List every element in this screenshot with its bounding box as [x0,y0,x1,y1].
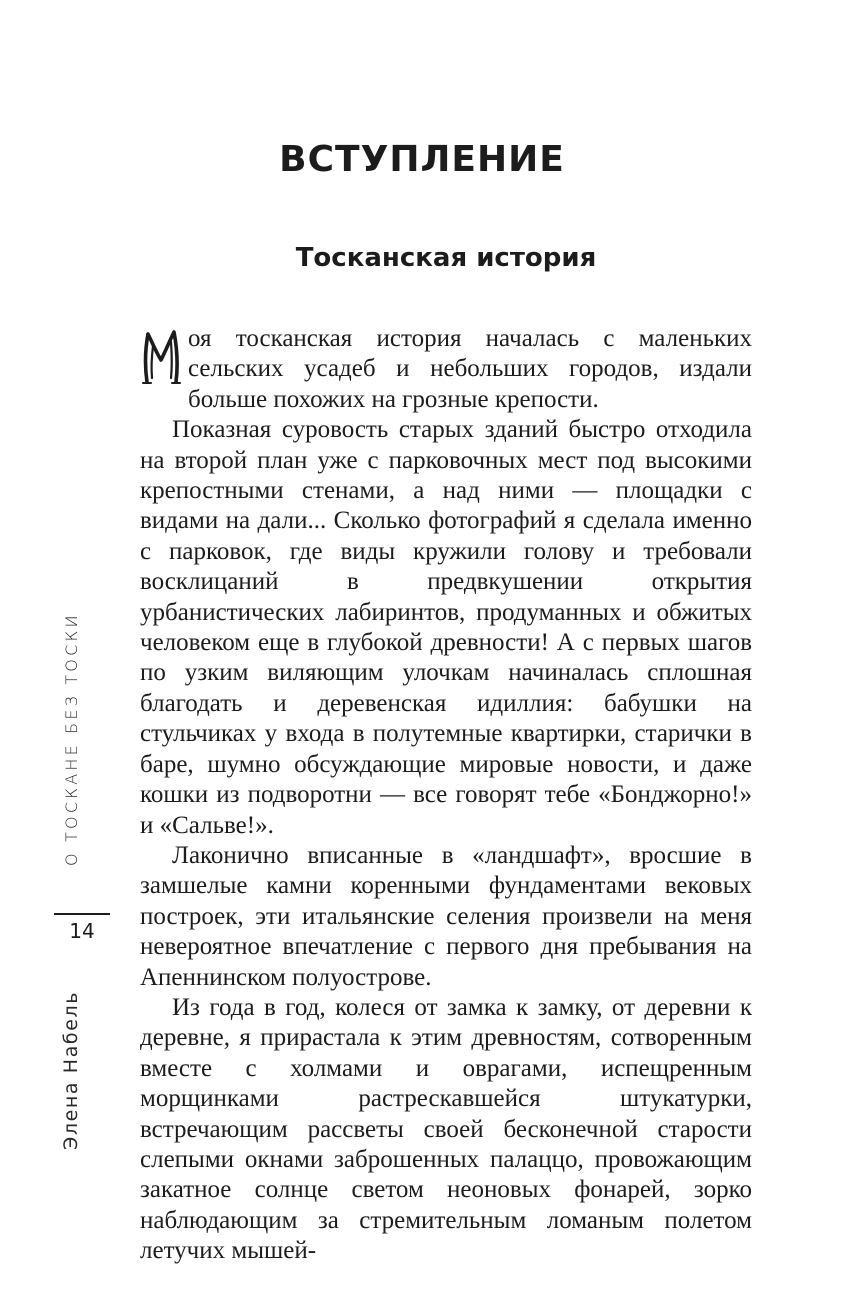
author-name: Элена Набель [60,990,82,1150]
dropcap-letter-m [140,328,182,386]
page-number-rule [54,913,110,915]
paragraph-4: Из года в год, колеся от замка к замку, от деревни к деревне, я прирастала к этим древностям, сотворенным вместе с холмами и оврагами, испещренным морщинками растрескавшейся штукатурки, встречающим рассветы своей бесконечной старости слепыми окнами заброшенных палаццо, провожающим закатное солнце светом неоновых фонарей, зорко наблюдающим за стремительным ломаным полетом летучих мышей- [140,993,752,1265]
section-title: Тосканская история [295,243,597,273]
body-text [140,324,752,1267]
paragraph-2: Показная суровость старых зданий быстро отходила на второй план уже с парковочных мест под высокими крепостными стенами, а над ними — площадки с видами на дали... Сколько фотографий я сделала именно с парковок, где виды кружили голову и требовали восклицаний в предвкушении открытия урбанистических лабиринтов, продуманных и обжитых человеком еще в глубокой древности! А с первых шагов по узким виляющим улочкам начиналась сплошная благодать и деревенская идиллия: бабушки на стульчиках у входа в полутемные квартирки, старички в баре, шумно обсуждающие мировые новости, и даже кошки из подворотни — все говорят тебе «Бонджорно!» и «Сальве!». [140,416,752,839]
page-number: 14 [69,919,95,943]
paragraph-1-text: оя тосканская история началась с маленьких сельских усадеб и небольших городов, издали больше похожих на грозные крепости. [188,325,752,413]
running-title: О ТОСКАНЕ БЕЗ ТОСКИ [62,612,81,866]
paragraph-1 [140,324,752,415]
chapter-title: ВСТУПЛЕНИЕ [279,139,565,180]
paragraph-3: Лаконично вписанные в «ландшафт», вросшие в замшелые камни коренными фундаментами вековых построек, эти итальянские селения произвели на меня невероятное впечатление с первого дня пребывания на Апеннинском полуострове. [140,841,752,991]
